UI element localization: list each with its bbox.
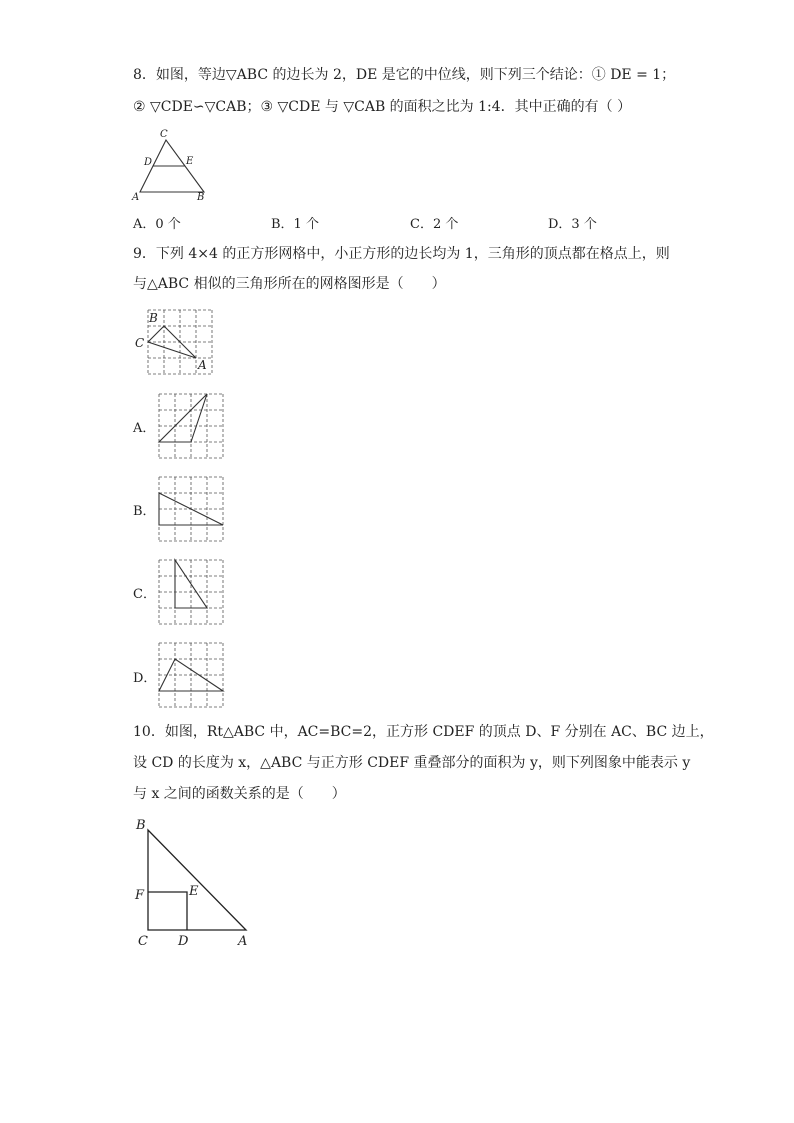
q8-option-c[interactable]: C．2 个 (410, 217, 459, 232)
q10-text-line-1: 10．如图，Rt△ABC 中，AC=BC=2，正方形 CDEF 的顶点 D、F 分别在 AC、BC 边上， (133, 724, 714, 740)
q8-text-line-2: ② ▽CDE∽▽CAB；③ ▽CDE 与 ▽CAB 的面积之比为 1:4．其中正确的有（ ） (133, 99, 632, 115)
label-a-rt: A (238, 934, 248, 949)
q9-option-b-label[interactable]: B． (133, 504, 156, 519)
q8-option-d[interactable]: D．3 个 (548, 217, 597, 232)
label-c: C (160, 129, 168, 140)
q8-option-a[interactable]: A．0 个 (133, 217, 181, 232)
label-a: A (132, 192, 140, 203)
label-c-grid: C (135, 336, 145, 350)
q10-triangle-figure (130, 815, 260, 950)
label-d: D (144, 157, 153, 168)
q10-text-line-2: 设 CD 的长度为 x，△ABC 与正方形 CDEF 重叠部分的面积为 y，则下列图象中能表示 y (133, 755, 691, 771)
label-e: E (186, 156, 194, 167)
q9-option-a-label[interactable]: A． (133, 421, 156, 436)
q8-text-line-1: 8．如图，等边▽ABC 的边长为 2，DE 是它的中位线，则下列三个结论：① DE = 1； (133, 67, 676, 83)
q9-option-d-label[interactable]: D． (133, 671, 157, 686)
q9-text-line-2: 与△ABC 相似的三角形所在的网格图形是（ ） (133, 276, 446, 292)
q8-option-b[interactable]: B．1 个 (271, 217, 319, 232)
q9-abc-grid-figure (132, 306, 232, 376)
right-triangle-abc (148, 830, 246, 930)
q10-text-line-3: 与 x 之间的函数关系的是（ ） (133, 786, 346, 802)
q9-option-c-label[interactable]: C． (133, 587, 156, 602)
q9-text-line-1: 9．下列 4×4 的正方形网格中，小正方形的边长均为 1，三角形的顶点都在格点上，则 (133, 246, 670, 262)
q9-option-a-grid[interactable] (157, 392, 227, 460)
q9-option-b-grid[interactable] (157, 475, 227, 543)
square-cdef (148, 892, 187, 930)
q8-triangle-figure (128, 128, 218, 203)
label-b-grid: B (149, 311, 158, 325)
label-f-rt: F (135, 888, 145, 903)
label-c-rt: C (138, 934, 148, 949)
label-e-rt: E (189, 884, 199, 899)
q9-option-c-grid[interactable] (157, 558, 227, 626)
label-d-rt: D (178, 934, 189, 949)
label-b: B (197, 192, 205, 203)
label-a-grid: A (198, 358, 207, 372)
label-b-rt: B (136, 818, 146, 833)
q9-option-d-grid[interactable] (157, 641, 227, 709)
